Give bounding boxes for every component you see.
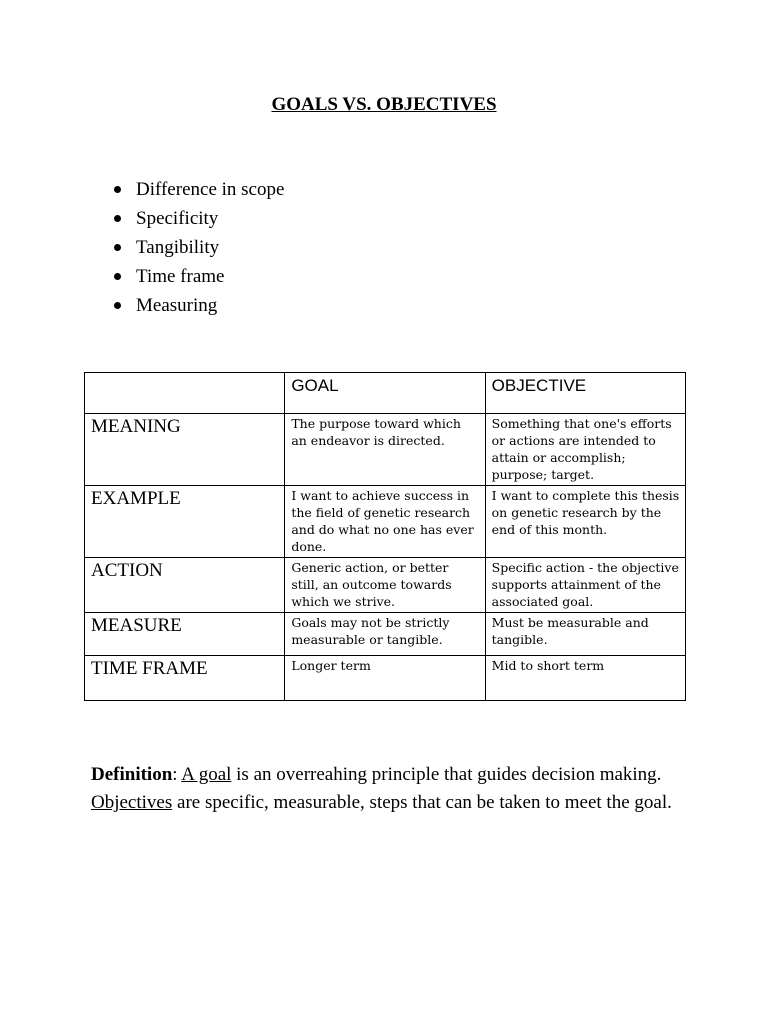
- goal-cell: Goals may not be strictly measurable or tangible.: [285, 613, 485, 656]
- table-header-row: [85, 373, 686, 414]
- goals-objectives-table: [84, 372, 686, 701]
- objective-cell: Mid to short term: [485, 656, 685, 701]
- objective-cell: Something that one's efforts or actions are intended to attain or accomplish; purpose; target.: [485, 414, 685, 486]
- definition-colon: :: [172, 764, 178, 785]
- bullet-item: Measuring: [112, 291, 284, 320]
- goal-cell: I want to achieve success in the field of genetic research and do what no one has ever done.: [285, 486, 485, 558]
- table-row: [85, 613, 686, 656]
- objective-cell: I want to complete this thesis on genetic research by the end of this month.: [485, 486, 685, 558]
- objective-cell: Must be measurable and tangible.: [485, 613, 685, 656]
- goal-cell: Generic action, or better still, an outcome towards which we strive.: [285, 558, 485, 613]
- table-row: [85, 656, 686, 701]
- objective-cell: Specific action - the objective supports attainment of the associated goal.: [485, 558, 685, 613]
- table-row: [85, 414, 686, 486]
- row-label-action: ACTION: [85, 558, 285, 613]
- definition-text-part1: is an overreahing principle that guides decision making.: [231, 764, 662, 785]
- header-objective: OBJECTIVE: [485, 373, 685, 414]
- goal-term: A goal: [181, 764, 232, 785]
- bullet-item: Specificity: [112, 204, 284, 233]
- table-row: [85, 486, 686, 558]
- bullet-list: [112, 175, 284, 320]
- header-goal: GOAL: [285, 373, 485, 414]
- bullet-item: Difference in scope: [112, 175, 284, 204]
- page-title: GOALS VS. OBJECTIVES: [271, 94, 497, 115]
- row-label-meaning: MEANING: [85, 414, 285, 486]
- table-row: [85, 558, 686, 613]
- goal-cell: The purpose toward which an endeavor is directed.: [285, 414, 485, 486]
- header-empty-cell: [85, 373, 285, 414]
- row-label-example: EXAMPLE: [85, 486, 285, 558]
- goal-cell: Longer term: [285, 656, 485, 701]
- bullet-item: Tangibility: [112, 233, 284, 262]
- row-label-time-frame: TIME FRAME: [85, 656, 285, 701]
- row-label-measure: MEASURE: [85, 613, 285, 656]
- bullet-item: Time frame: [112, 262, 284, 291]
- definition-term: Definition: [91, 764, 173, 785]
- definition-text-part2: are specific, measurable, steps that can be taken to meet the goal.: [172, 792, 672, 813]
- objectives-term: Objectives: [91, 792, 173, 813]
- definition-paragraph: [91, 761, 691, 817]
